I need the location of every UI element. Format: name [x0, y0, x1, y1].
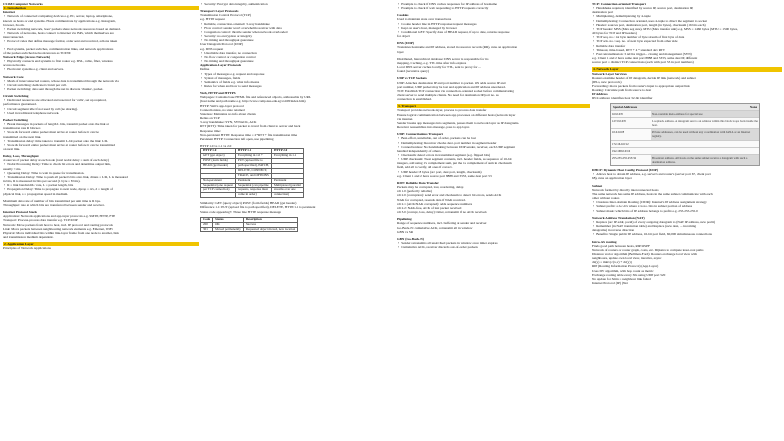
figure-address: 192.168.0.0/16 — [612, 148, 631, 153]
text-line: GBN vs SR — [397, 229, 414, 234]
text-line: interconnected. — [3, 35, 24, 40]
subheading: DHCP: Dynamic Host Config Protocol (UDP) — [592, 168, 658, 173]
bullet-item: • Reliable data transfer — [592, 44, 782, 48]
subheading: Cookies — [397, 13, 409, 18]
subheading: IP Address — [592, 92, 608, 97]
text-line: rdt 2.2: NAK-free, ACK of last packet received — [397, 205, 462, 210]
text-line: Difference 1.1: PUT (upload file to path specified), DELETE, HTTP/1.1 is persistent — [200, 205, 316, 210]
table-cell: DELETE, CONNECT, — [235, 168, 271, 173]
bullet-item: • Remember (in NAT translation table) and Replace (new dest, ... incoming — [592, 224, 782, 228]
text-line: on next link. — [3, 147, 21, 151]
text-line: Ensure logical communication between app processes on different hosts (network layer — [397, 112, 516, 117]
table-cell: Success — [243, 222, 297, 227]
bullet-item: • Replace (src IP addr, port#) of every outgoing datagram to (NAT IP address, new port#) — [592, 220, 782, 224]
text-line: port number, UDP packet may be lost and application and IP address unordered. — [397, 84, 506, 89]
table-cell: Persistent — [271, 178, 303, 183]
table-cell: Description — [243, 217, 297, 222]
text-line: Used to maintain state over transactions — [397, 17, 452, 22]
figure-row — [611, 147, 759, 154]
bullet-item: • Break messages in packets of length L bits, transmit packet onto the link at — [3, 122, 199, 126]
text-line: Network of routers or router graph, costs, etc. Dijkstra to compute least-cost paths — [592, 247, 704, 252]
figure-description: Broadcast address. All hosts on the same subnet receive a datagram with such a destination address. — [651, 155, 759, 165]
text-line: Transmission Control Protocol (TCP) — [200, 13, 252, 18]
table-cell: Everything in 1.0 + — [235, 154, 271, 159]
bullet-item: • Classless Inter-domain Routing (CIDR): Internet's IP address assignment strategy — [592, 200, 782, 204]
text-line: in bits, R is measured in bits per second (1 byte = 8 bits). — [3, 179, 81, 184]
text-line: (host name and path name e.g. http://www.comp.nus.edu.sg/cs168/index.htm) — [200, 99, 306, 104]
column-3 — [397, 2, 590, 441]
subheading: GBN (Go-Back-N) — [397, 236, 424, 241]
text-line: Translates hostname and IP address, stored in resource records (RR), runs on application — [397, 45, 518, 50]
figure-rows — [611, 110, 759, 165]
subheading: Delay, Loss, Throughput — [3, 154, 39, 159]
text-line: handled independently of others. — [397, 148, 442, 153]
text-line: Non-persistent HTTP: Response time = 2*RTT + file transmission time — [200, 132, 298, 137]
bullet-item: • Congestion control: throttle sender when network overloaded — [200, 30, 394, 34]
subheading: Subnet — [592, 183, 603, 188]
table-cell: GET (get object) — [201, 154, 236, 159]
bullet-item: • TCP ack. no.: seq. no. of next byte expected from other side — [592, 39, 782, 43]
text-line: and transmission medium dependent. — [3, 234, 54, 239]
figure-address: 255.255.255.255/32 — [612, 155, 637, 160]
figure-title: Special Addresses — [613, 104, 638, 109]
table-cell: HTTP 1.1 — [235, 149, 271, 154]
section-heading: 2. Application Layer — [3, 242, 199, 246]
table-cell: 301 — [201, 227, 213, 232]
bullet-item: • Store & forward: entire packet must arrive at router before it can be — [3, 130, 199, 134]
bullet-item: • Transmission delay: time taken to transmit L-bit packet onto the link: L/R. — [3, 139, 199, 143]
text-line: source port = distinct TCP connections (each with port 53 in port numbers) — [592, 60, 694, 65]
bullet-item: • Types of messages e.g. request and response — [200, 72, 394, 76]
bullet-item: • Packet switching: data sent through the net in discrete 'chunks', packet. — [3, 87, 199, 91]
text-line: datagrams) in reverse direction — [592, 228, 635, 233]
text-line: Define — [200, 67, 210, 72]
table-cell: requests, response must — [235, 188, 271, 193]
figure-row — [611, 154, 759, 165]
bullet-item: • No flow control or congestion control — [200, 55, 394, 59]
subheading: Packet Switching — [3, 117, 28, 122]
figure-description: Private addresses, can be used without any coordination with IANA or an Internet registry. — [651, 129, 759, 139]
text-line: access networks. — [3, 63, 26, 68]
table-cell: PUT (upload file to — [235, 158, 271, 163]
bullet-item: • Mesh of interconnected routers, whose data is transmitted through the network via — [3, 79, 199, 83]
text-line: rdt 2.0 (corruption): send error and checksum to detect bit errors, sends ACK — [397, 193, 502, 198]
section-heading: 4. Network Layer — [592, 67, 782, 71]
bullet-item: • Cumulative ACK, receiver discards out-of-order packets — [397, 245, 590, 249]
bullet-item: • Syntax of messages, fields — [200, 76, 394, 80]
bullet-item: • Fast retransmission: 3 ACKs trigger... closing and management (SYN) — [592, 52, 782, 56]
bullet-item: • Example to check if web responding to HTTP requests correctly — [397, 6, 590, 10]
subheading: Transport Layer Protocols — [200, 9, 239, 14]
bullet-item: • Best-effort, unreliable, out of order, packets can be lost — [397, 136, 590, 140]
bullet-item: • Physically connects end systems to first router e.g. DSL, cable, fiber, wireless — [3, 59, 199, 63]
table-cell: Status — [213, 217, 244, 222]
subheading: Network Core — [3, 74, 24, 79]
text-line: Range of sequence numbers, incl. buffering at sender and receiver — [397, 221, 487, 226]
text-line: Transport: Process-process data transfer e.g. TCP/UDP — [3, 218, 78, 223]
bullet-item: • Rules for when and how to send messages — [200, 84, 394, 88]
text-line: field, add all to verify, all ones if correct. — [397, 165, 453, 170]
text-line: Routers examine header of IP datagram, decide IP link (network) and subnet — [592, 75, 696, 80]
text-line: known as hosts or end systems. Hosts communicate by applications e.g. Instagram, — [3, 18, 116, 23]
bullet-item: • Network of networks, hosts connect to Internet via ISPs, which themselves are — [3, 31, 199, 35]
bullet-item: • Circuit switching: dedicated circuit per call. — [3, 83, 199, 87]
text-line: The same network has same IP address, hosts in the same subnet communicate with each — [592, 191, 713, 196]
bullet-item: • Queueing Delay: Time to wait in queue for transmission. — [3, 171, 199, 175]
table-cell: Multiplexed (parallel — [271, 183, 303, 188]
table-cell: Requested object moved, new location — [243, 227, 297, 232]
table-cell: TRACE, and OPTIONS — [235, 173, 271, 178]
http-versions-table — [200, 148, 304, 198]
text-line: neighbours, update own local view, iterative, async — [592, 256, 662, 261]
text-line: rdt 3.0 (corrupt, loss, delay): timer, retransmit if no ACK received. — [397, 210, 488, 215]
text-line: mapping, Caching, e.g. TTL time after info expires — [397, 60, 467, 65]
text-line: connection is established. — [397, 97, 432, 102]
bullet-item: • Demultiplexing: Connection oriented, uses 4-tuple to direct the segment to socket — [592, 19, 782, 23]
figure-address: 10.0.0.0/8 — [612, 130, 625, 135]
special-addresses-figure — [610, 103, 760, 167]
text-line: dx(y) = minv{c(x,v) + dv(y)} — [592, 260, 633, 265]
text-line: Exchange routing table every 30s using UDP port 520 — [592, 272, 666, 277]
bullet-item: • Propagation Delay: Time to propagate to next node, dprop = d/s, d = length of — [3, 187, 199, 191]
table-cell: OK — [213, 222, 244, 227]
text-line: other without router. — [592, 196, 620, 201]
text-line: integers, add using 1's complement sum, put the 1s complement of sum in checksum — [397, 161, 512, 166]
text-line: No update for 3min = neighbour link failed — [592, 276, 651, 281]
text-line: Relies on TCP — [200, 116, 220, 121]
table-cell: Sequential (one request — [201, 183, 236, 188]
figure-badge: None — [749, 104, 757, 109]
bullet-item: • Store & forward: entire packet must arrive at router before it can be transmitted — [3, 143, 199, 147]
http-status-table — [200, 217, 298, 233]
bullet-item: • UDP header: 8 bytes (src port, dest port, length, checksum) — [397, 170, 590, 174]
bullet-item: • Subnet mask: which bits of IP address belongs to prefix e.g. 255.255.255.0 — [592, 209, 782, 213]
text-line: Throughput: rate at which bits are transferred between sender and receiver. — [3, 202, 105, 207]
subheading: Application-Layer Protocols — [200, 63, 242, 68]
text-line: Connectionless, no state retained — [200, 107, 245, 112]
bullet-item: • TCP header: MSS (Max seg size), MTU (Max transfer unit) e.g. MSS = 1460 bytes (MTU = 1500 bytes, — [592, 27, 782, 31]
bullet-item: • Multiplexing, demultiplexing by 4-tuple — [592, 14, 782, 18]
text-line: transmission rate R bits/sec. — [3, 126, 42, 131]
bullet-item: • Nodal Processing Delay: Time to check bit errors and determine output link, — [3, 162, 199, 166]
bullet-item: • Subnet prefix: a.b.c.d/x where x is no. bits in subnet portion of address — [592, 204, 782, 208]
table-cell: Moved permanently — [213, 227, 244, 232]
table-cell: Sequential (can pipeline — [235, 183, 271, 188]
text-line: TCP: Establish TCP connection via connection-oriented socket before communicating — [397, 88, 514, 93]
subheading: Circuit Switching — [3, 94, 29, 99]
subheading: Internet — [3, 10, 15, 15]
text-line: 4 sources of packet delay at each node (total nodal delay = sum of each delay) — [3, 158, 109, 163]
text-line: Maximum data rate of number of bits transmitted per unit time is R bps. — [3, 198, 101, 203]
bullet-item: • Used in traditional telephone network. — [3, 111, 199, 115]
table-row — [201, 227, 298, 232]
text-line: found (recursive query) — [397, 69, 430, 74]
subheading: Network Layer Services — [592, 71, 627, 76]
subheading: RDT: Reliable Data Transfer — [397, 180, 439, 185]
text-line: transmitted on the next link. — [3, 134, 42, 139]
subheading: DNS (UDP) — [397, 41, 414, 46]
text-line: Application: Network applications and app-layer protocols e.g. SMTP, HTTP, FTP — [3, 214, 116, 219]
table-cell: path specified), PATCH, — [235, 163, 271, 168]
table-cell — [201, 193, 236, 198]
text-line: e.g. Client 1 and 2 have same dest port 8888 and 3333, same dest IP, different — [592, 56, 698, 61]
text-line: e.g. HTTP request — [200, 17, 225, 22]
text-line: User Datagram Protocol (UDP) — [200, 42, 243, 47]
text-line: e.g. DNS request — [200, 46, 224, 51]
figure-description: Loopback address. A datagram sent to an address within this block loops back inside the host. — [652, 118, 758, 128]
bullet-item: • Cookie header line in HTTP response/request messages — [397, 22, 590, 26]
column-4 — [592, 2, 782, 441]
bullet-item: • Security: no encryption or integrity — [200, 34, 394, 38]
bullet-item: • Handshake required, identified by source IP, source port, destination IP, — [592, 6, 782, 10]
table-cell: per TCP connection) — [201, 188, 236, 193]
figure-row — [611, 117, 759, 128]
table-cell: come in order) — [235, 193, 271, 198]
figure-row — [611, 140, 759, 147]
bullet-item: • Packet switching network, 'user' packets share network resources based on demand. — [3, 27, 199, 31]
subheading: TCP: Connection-oriented Transport — [592, 2, 646, 6]
bullet-item: • Connectionless: No handshaking between UDP sender, receiver, each UDP segment — [397, 145, 590, 149]
text-line: client server to send multiple clients. No need for destination IP/port no. as — [397, 92, 499, 97]
bullet-item: • Demultiplexing: Receiver checks dest. port number in segment header — [397, 141, 590, 145]
bullet-item: • Dedicated resources are allocated and reserved for 'calls', set up required, — [3, 98, 199, 102]
table-cell: Everything in 1.1 — [271, 154, 303, 159]
doc-title: CS168 Computer Networks — [3, 2, 43, 6]
bullet-item: • Semantics of fields e.g. what info means — [200, 80, 394, 84]
col4a-lines — [592, 2, 782, 101]
text-line: Status code appearing?: Three line HTTP response message — [200, 209, 282, 214]
bullet-item: • Example to check if DNS caches responses for IP address of hostname — [397, 2, 590, 6]
text-line: Sender breaks app messages into segments, passes them to network layer as IP datagrams. — [397, 120, 520, 125]
bullet-item: • No timing and throughput guarantee — [200, 59, 394, 63]
section-heading: 3. Transport — [397, 104, 590, 108]
text-line: Distance vector algorithm (Bellman-Ford): Routers exchange local view with — [592, 251, 698, 256]
text-line: Response time: — [200, 128, 221, 133]
subheading: Network Address Translation (NAT) — [592, 215, 645, 220]
text-line: Link: Move packets between neighbouring network elements e.g. Ethernet, WiFi — [3, 226, 113, 231]
text-line: Local DNS server caches locally for TTL, sent to proxy for ... — [397, 65, 481, 70]
figure-address: 172.16.0.0/12 — [612, 141, 629, 146]
table-cell: POST (form fields) — [201, 158, 236, 163]
figure-address: 0.0.0.0/8 — [612, 111, 623, 116]
text-line: Persistent HTTP: Connection left open, use pipelining — [200, 136, 274, 141]
bullet-item: • Header: sources port, destination port, length (in bytes), checksum (16 bits each) — [592, 23, 782, 27]
subheading: UDP vs TCP Sockets — [397, 76, 427, 81]
section-heading: 1. Introduction — [3, 6, 199, 10]
table-cell: connection) — [271, 193, 303, 198]
bullet-item: • Timeout, time-based, RTT + 4 * standard dev RTT — [592, 48, 782, 52]
text-line: Internet Protocol (IP) (Net — [592, 281, 628, 286]
text-line: HTTP 1.0 vs 1.1 vs 2.0 — [200, 144, 232, 148]
col1-lines — [3, 6, 199, 250]
subheading: Web, HTTP and HTTPS — [200, 91, 236, 96]
text-line: NAK for corrupted, resends data if NAK received. — [397, 197, 466, 202]
figure-description — [651, 148, 759, 154]
text-line: Transport provides network-layer, process to process data transfer — [397, 108, 487, 113]
text-line: Packets may be corrupted, lost, reordering, delay. — [397, 185, 465, 190]
bullet-item: • Electronic systems e.g. client and servers. — [3, 67, 199, 71]
text-line: IPv4 address: identifies host 32-bit identifier — [592, 96, 653, 101]
text-line: RTT (RTT): Time taken for packet to travel from client to server and back — [200, 124, 301, 129]
table-cell: streams over one — [271, 188, 303, 193]
col2-lines — [200, 2, 394, 232]
table-row — [201, 193, 304, 198]
text-line: UDP: Attaches destination IP and port number to packet. OS adds source IP and — [397, 80, 506, 85]
text-line: rdt 1.0 (perfectly reliable) — [397, 189, 433, 194]
col3-lines — [397, 2, 590, 249]
figure-row — [611, 110, 759, 117]
figure-description: Non-routable meta-address for special use — [651, 111, 759, 117]
table-cell: HTTP 1.0 — [201, 149, 236, 154]
text-line: Distributed, hierarchical database: DNS server is responsible for its — [397, 56, 489, 61]
column-1 — [3, 2, 199, 441]
bullet-item: • Sender retransmits all unACKed packets in window once timer expires — [397, 241, 590, 245]
bullet-item: • Kept on user's host, managed by browser — [397, 26, 590, 30]
table-cell: Non-persistent — [201, 178, 236, 183]
text-line: 68), runs on application layer — [592, 176, 632, 181]
text-line: usually < ms. — [3, 166, 22, 171]
text-line: Forwarding: move packets from router's input to appropriate output link — [592, 83, 690, 88]
bullet-item: • Protocol: rules that define message format, order sent and received, actions taken — [3, 39, 199, 43]
text-line: 40 bytes for TCP and IP headers) — [592, 31, 637, 36]
text-line: Similarity: GET (query object) POST (form fields) HEAD (get header) — [200, 201, 297, 206]
text-line: Finds good path between hosts, RIP/OSPF — [592, 243, 650, 248]
text-line: Uses DV algorithm, with hop count as metric — [592, 268, 654, 273]
bullet-item: • TCP seq. no.: 1st byte number of byte stream of first byte of data — [592, 35, 782, 39]
text-line: performance guaranteed. — [3, 102, 37, 107]
text-line: Routing: Calculate path from source to dest — [592, 88, 652, 93]
table-cell: Persistent — [235, 178, 271, 183]
text-line: e.g. Client 1 and 2 have source port 8888 and 3333, same dest port 53 — [397, 173, 492, 178]
bullet-item: • Reliable, connection-oriented: 3-way handshake — [200, 22, 394, 26]
bullet-item: • Checksum: detect errors in transmitted segment (e.g. flipped bits) — [397, 153, 590, 157]
bullet-item: • Flow control: sender won't overwhelm receiver with data — [200, 26, 394, 30]
text-line: for object — [397, 34, 411, 39]
text-line: via internet. — [397, 116, 414, 121]
figure-address: 127.0.0.0/8 — [612, 118, 626, 123]
text-line: of the packet-switched network known as TCP/IP. — [3, 50, 71, 55]
text-line: Physical: Move individual bits within link-layer frame from one node to another, link — [3, 230, 119, 235]
text-line: Network: Move packets from host to host, incl. IP protocol and routing protocols — [3, 222, 113, 227]
text-line: Go-Back-N: cumulative ACK, retransmit all in window — [397, 225, 473, 230]
table-cell: HTTP 2.0 — [271, 149, 303, 154]
text-line: 3-way handshake: SYN, SYNACK, ACK — [200, 120, 257, 125]
subheading: UDP: Connectionless Transport — [397, 132, 444, 137]
text-line: (IPLs, new protocols) — [592, 79, 622, 84]
text-line: browser, Zoom. — [3, 22, 25, 27]
bullet-item: • Network of connected computing devices e.g. PC, server, laptop, smartphone, — [3, 14, 199, 18]
bullet-item: • Conditional GET: Specify date of HEAD request, if up to date, returns response — [397, 30, 590, 34]
figure-row — [611, 128, 759, 139]
subheading: Network Edge (Access Network) — [3, 54, 50, 59]
text-line: RIP (Routing Information Protocol) (App Layer) — [592, 264, 659, 269]
figure-description — [651, 141, 759, 147]
text-line: Network formed by directly interconnected hosts — [592, 187, 659, 192]
table-cell: 200 — [201, 222, 213, 227]
bullet-item: • Allows host to obtain IP address, e.g. server's and router's (server port 67, client port — [592, 172, 782, 176]
text-line: physical link, s = propagation speed in medium. — [3, 191, 69, 196]
subheading: Internet Protocol Stack — [3, 210, 37, 215]
text-line: layer — [397, 49, 404, 54]
bullet-item: • Transmission Delay: Time to push all packet's bits onto link, dtrans = L/R, L is measured — [3, 175, 199, 179]
text-line: Receiver reassembles into message, pass to app layer. — [397, 125, 470, 130]
table-cell: Code — [201, 217, 213, 222]
text-line: HTTP: Web's app-layer protocol — [200, 103, 245, 108]
bullet-item: • End systems, packet switches, communication links, and network applications — [3, 47, 199, 51]
bullet-item: • Security: Encrypt data integrity, authentication — [200, 2, 394, 6]
table-cell: HEAD (get header) — [201, 163, 236, 168]
text-line: rdt 2.1 (ACK/NAK corrupted): adds sequence numbers — [397, 201, 473, 206]
text-line: Stateless: Maintains no info about clients — [200, 111, 256, 116]
column-2 — [200, 2, 394, 441]
bullet-item: • R = link bandwidth / rate, L = packet length, bits — [3, 183, 199, 187]
bullet-item: • UDP checksum: Treat segment contents, incl. header fields, as sequence of 16-bit — [397, 157, 590, 161]
subheading: Pipelining — [397, 217, 412, 222]
subheading: Intra-AS routing — [592, 239, 617, 244]
bullet-item: • Benefits: Single public IP address, 16-bit port field, 60,000 simultaneous connections — [592, 232, 782, 236]
bullet-item: • No timing and throughput guarantee — [200, 38, 394, 42]
bullet-item: • Circuit segment idle if not used by call (no sharing). — [3, 107, 199, 111]
text-line: destination port — [592, 10, 614, 15]
text-line: Webpages: Contains base HTML file and referenced objects, addressable by URL — [200, 95, 311, 100]
text-line: Principles of Network Applications — [3, 246, 51, 251]
col4b-lines — [592, 168, 782, 285]
bullet-item: • Unreliable data transfer, no connection — [200, 51, 394, 55]
